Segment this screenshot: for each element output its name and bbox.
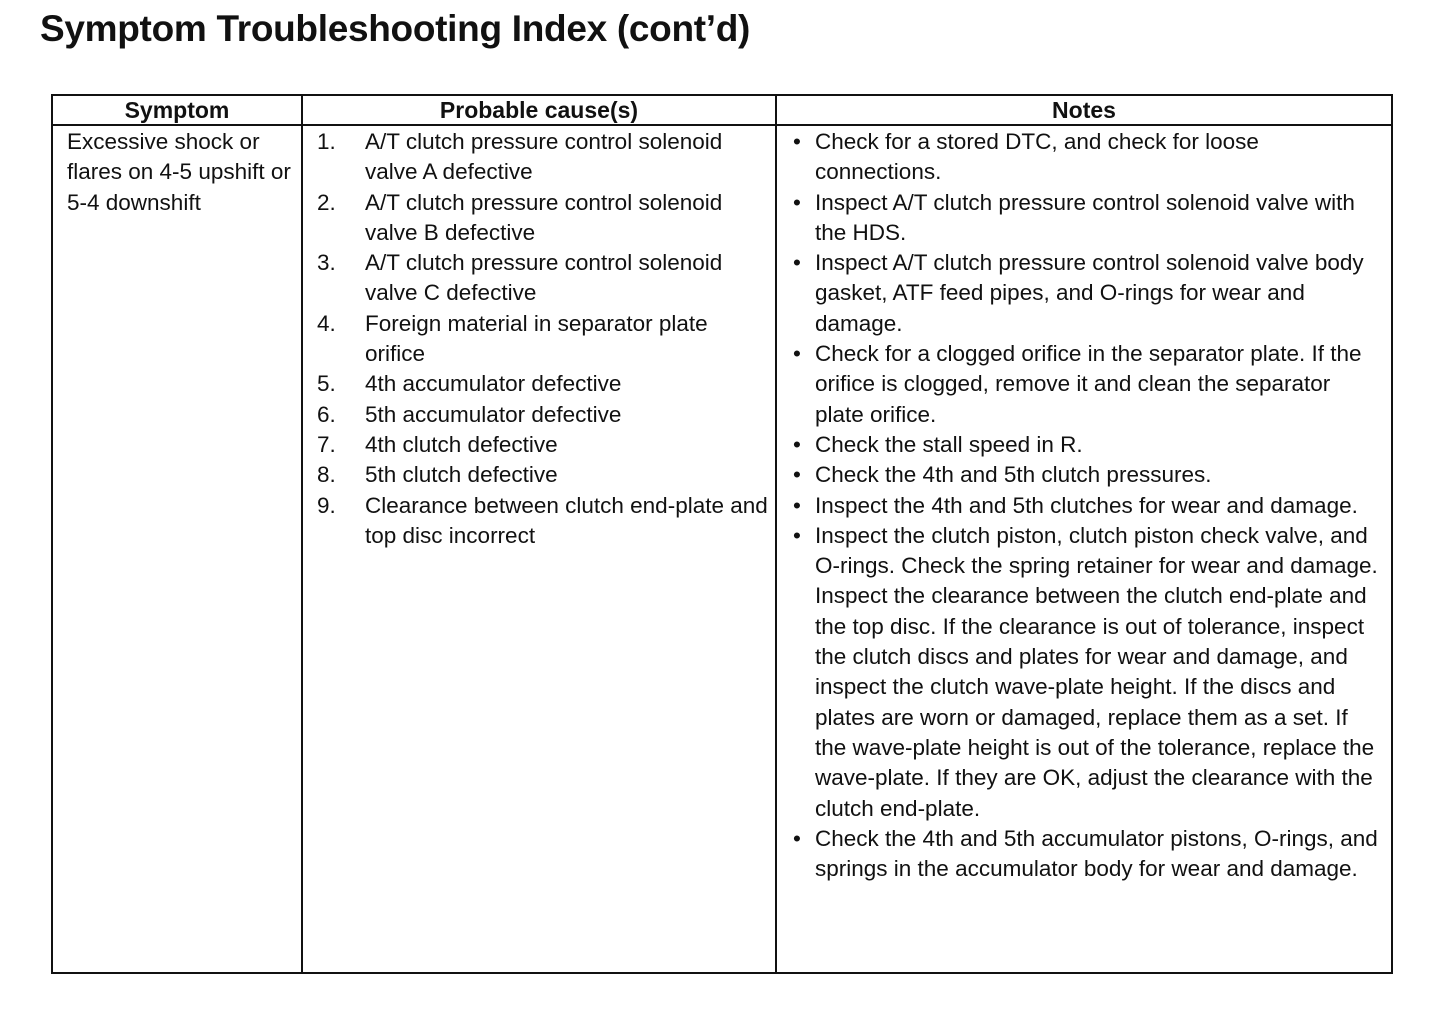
note-text: Check the 4th and 5th accumulator pistons, O-rings, and springs in the accumulator body for wear and damage. xyxy=(815,825,1378,882)
note-item xyxy=(791,824,1385,885)
bullet-icon: • xyxy=(793,129,801,154)
header-symptom: Symptom xyxy=(53,96,302,125)
cause-number: 6. xyxy=(317,401,336,427)
bullet-icon: • xyxy=(793,825,801,851)
cause-item xyxy=(317,430,771,460)
note-text: Inspect A/T clutch pressure control solenoid valve body gasket, ATF feed pipes, and O-rings for wear and damage. xyxy=(815,250,1364,336)
header-row xyxy=(53,96,1391,125)
cause-text: A/T clutch pressure control solenoid valve B defective xyxy=(365,189,723,245)
note-item xyxy=(791,430,1385,460)
note-text: Inspect the 4th and 5th clutches for wear and damage. xyxy=(815,492,1358,518)
cause-text: Clearance between clutch end-plate and top disc incorrect xyxy=(365,492,768,548)
note-text: Inspect A/T clutch pressure control solenoid valve with the HDS. xyxy=(815,189,1355,245)
bullet-icon: • xyxy=(793,189,801,215)
page-title: Symptom Troubleshooting Index (cont’d) xyxy=(40,8,751,49)
bullet-icon: • xyxy=(793,462,801,488)
symptom-table xyxy=(53,96,1391,972)
cause-item xyxy=(317,369,771,399)
note-item xyxy=(791,248,1385,339)
cause-text: 5th clutch defective xyxy=(365,462,558,488)
bullet-icon: • xyxy=(793,431,801,457)
note-text: Check for a stored DTC, and check for loose connections. xyxy=(815,129,1259,185)
note-list xyxy=(791,127,1385,884)
cause-item xyxy=(317,248,771,309)
cause-number: 7. xyxy=(317,431,336,457)
note-item xyxy=(791,521,1385,824)
cause-number: 3. xyxy=(317,250,336,276)
causes-cell xyxy=(302,125,776,972)
header-notes: Notes xyxy=(776,96,1391,125)
note-item xyxy=(791,188,1385,249)
note-item xyxy=(791,491,1385,521)
note-item xyxy=(791,339,1385,430)
note-item xyxy=(791,127,1385,188)
cause-number: 1. xyxy=(317,129,336,154)
note-text: Inspect the clutch piston, clutch piston check valve, and O-rings. Check the spring retainer for wear and damage. Inspect the clearance between the clutch end-plate and the top disc. If the clearance is out of tolerance, inspect the clutch discs and plates for wear and damage, and inspect the clutch wave-plate height. If the discs and plates are worn or damaged, replace them as a set. If the wave-plate height is out of the tolerance, replace the wave-plate. If they are OK, adjust the clearance with the clutch end-plate. xyxy=(815,522,1378,821)
bullet-icon: • xyxy=(793,492,801,518)
cause-text: A/T clutch pressure control solenoid valve A defective xyxy=(365,129,723,185)
cause-number: 9. xyxy=(317,492,336,518)
cause-list xyxy=(317,127,771,551)
note-text: Check the 4th and 5th clutch pressures. xyxy=(815,462,1212,488)
cause-number: 8. xyxy=(317,462,336,488)
notes-cell xyxy=(776,125,1391,972)
note-item xyxy=(791,460,1385,490)
cause-text: A/T clutch pressure control solenoid valve C defective xyxy=(365,250,723,306)
cause-text: 4th clutch defective xyxy=(365,431,558,457)
note-text: Check for a clogged orifice in the separator plate. If the orifice is clogged, remove it and clean the separator plate orifice. xyxy=(815,341,1362,427)
table-row xyxy=(53,125,1391,972)
bullet-icon: • xyxy=(793,341,801,367)
symptom-cell: Excessive shock or flares on 4-5 upshift or 5-4 downshift xyxy=(53,125,302,972)
cause-item xyxy=(317,309,771,370)
bullet-icon: • xyxy=(793,250,801,276)
troubleshooting-table xyxy=(51,94,1393,974)
cause-text: Foreign material in separator plate orifice xyxy=(365,310,708,367)
cause-item xyxy=(317,460,771,490)
cause-number: 5. xyxy=(317,371,336,397)
note-text: Check the stall speed in R. xyxy=(815,431,1083,457)
header-probable-causes: Probable cause(s) xyxy=(302,96,776,125)
cause-item xyxy=(317,188,771,249)
cause-number: 4. xyxy=(317,310,336,336)
cause-item xyxy=(317,127,771,188)
cause-text: 5th accumulator defective xyxy=(365,401,622,427)
bullet-icon: • xyxy=(793,522,801,548)
cause-number: 2. xyxy=(317,189,336,215)
cause-item xyxy=(317,491,771,552)
cause-text: 4th accumulator defective xyxy=(365,371,622,397)
cause-item xyxy=(317,400,771,430)
